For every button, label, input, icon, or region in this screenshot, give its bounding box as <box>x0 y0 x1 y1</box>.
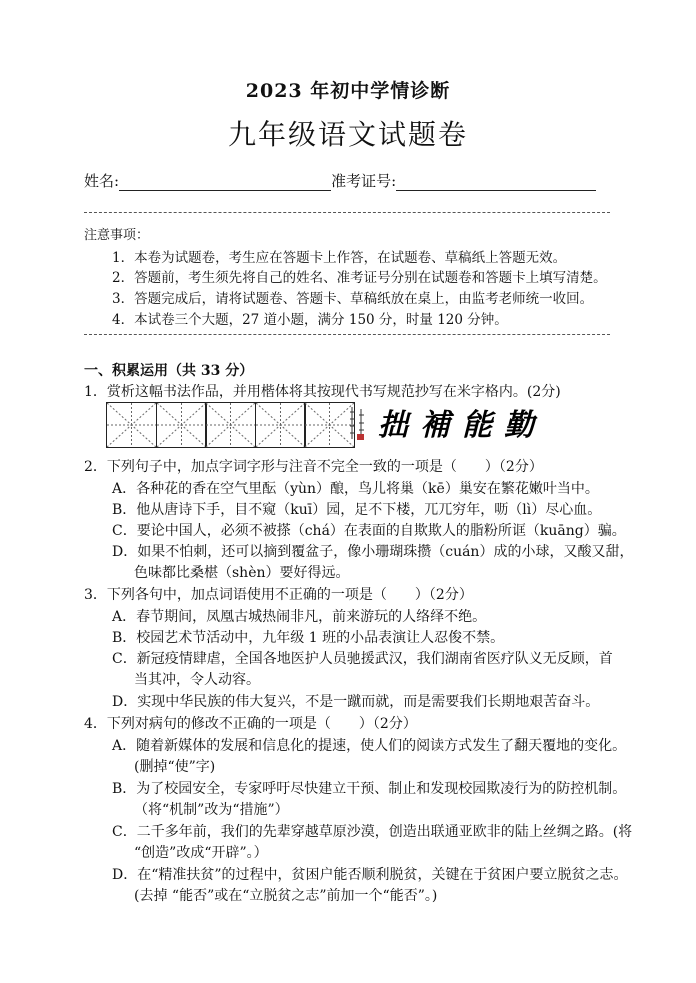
question-1-stem: 1．赏析这幅书法作品，并用楷体将其按现代书写规范抄写在米字格内。(2分) <box>84 384 561 400</box>
calligraphy-artwork: 拙補能勤 <box>378 408 546 443</box>
question-3-option-c-continued: 当其冲，令人动容。 <box>134 672 260 688</box>
ticket-label: 准考证号: <box>331 172 397 190</box>
question-4-option-a-note: (删掉“使”字) <box>134 759 216 775</box>
mi-grid-cell[interactable] <box>106 402 157 448</box>
mi-grid-lines-icon <box>206 403 255 447</box>
divider-top <box>84 212 610 213</box>
question-3-option-b[interactable]: B．校园艺术节活动中，九年级 1 班的小品表演让人忍俊不禁。 <box>112 630 505 646</box>
notice-item: 3．答题完成后，请将试题卷、答题卡、草稿纸放在桌上，由监考老师统一收回。 <box>112 291 594 307</box>
question-4-option-b[interactable]: B．为了校园安全，专家呼吁尽快建立干预、制止和发现校园欺凌行为的防控机制。 <box>112 781 627 797</box>
paper-title: 九年级语文试题卷 <box>227 118 468 151</box>
mi-grid-lines-icon <box>107 403 156 447</box>
question-2-option-d-continued: 色味都比桑椹（shèn）要好得远。 <box>134 565 350 581</box>
mi-grid-lines-icon <box>157 403 206 447</box>
notice-item: 1．本卷为试题卷，考生应在答题卡上作答，在试题卷、草稿纸上答题无效。 <box>112 250 567 266</box>
mi-grid-lines-icon <box>256 403 305 447</box>
mi-grid-cell[interactable] <box>156 402 207 448</box>
seal-inscription-icon <box>348 404 372 442</box>
notice-item: 2．答题前，考生须先将自己的姓名、准考证号分别在试题卷和答题卡上填写清楚。 <box>112 270 607 286</box>
mi-grid-cell[interactable] <box>205 402 256 448</box>
mi-grid[interactable] <box>106 402 354 448</box>
question-2-option-b[interactable]: B．他从唐诗下手，目不窥（kuī）园，足不下楼，兀兀穷年，呖（lì）尽心血。 <box>112 502 602 518</box>
notice-heading: 注意事项： <box>84 228 150 243</box>
exam-title: 2023 年初中学情诊断 <box>245 80 451 102</box>
mi-grid-cell[interactable] <box>255 402 306 448</box>
name-label: 姓名: <box>84 172 120 190</box>
question-2-option-a[interactable]: A．各种花的香在空气里酝（yùn）酿，鸟儿将巢（kē）巢安在繁花嫩叶当中。 <box>112 481 599 497</box>
question-4-option-a[interactable]: A．随着新媒体的发展和信息化的提速，使人们的阅读方式发生了翻天覆地的变化。 <box>112 738 627 754</box>
question-4-option-d-note: (去掉 “能否”或在“立脱贫之志”前加一个“能否”。) <box>134 888 438 904</box>
section-1-title: 一、积累运用（共 33 分） <box>84 363 254 379</box>
notice-item: 4．本试卷三个大题，27 道小题，满分 150 分，时量 120 分钟。 <box>112 312 508 328</box>
candidate-info-row <box>84 170 596 191</box>
name-blank[interactable] <box>119 174 331 191</box>
question-3-option-a[interactable]: A．春节期间，凤凰古城热闹非凡，前来游玩的人络绎不绝。 <box>112 609 487 625</box>
question-3-stem: 3．下列各句中，加点词语使用不正确的一项是（ ）（2分） <box>84 587 473 603</box>
question-2-option-c[interactable]: C．要论中国人，必须不被搽（chá）在表面的自欺欺人的脂粉所诓（kuāng）骗。 <box>112 523 626 539</box>
question-4-option-b-note: （将“机制”改为“措施”） <box>134 802 289 818</box>
question-2-option-d[interactable]: D．如果不怕刺，还可以摘到覆盆子，像小珊瑚珠攒（cuán）成的小球，又酸又甜， <box>112 544 634 560</box>
question-3-option-c[interactable]: C．新冠疫情肆虐，全国各地医护人员驰援武汉，我们湖南省医疗队义无反顾，首 <box>112 651 613 667</box>
question-3-option-d[interactable]: D．实现中华民族的伟大复兴，不是一蹴而就，而是需要我们长期地艰苦奋斗。 <box>112 694 600 710</box>
question-4-stem: 4．下列对病句的修改不正确的一项是（ ）（2分） <box>84 716 417 732</box>
mi-grid-lines-icon <box>305 403 354 447</box>
question-4-option-c[interactable]: C．二千多年前，我们的先辈穿越草原沙漠，创造出联通亚欧非的陆上丝绸之路。(将 <box>112 824 633 840</box>
question-4-option-d[interactable]: D．在“精准扶贫”的过程中，贫困户能否顺利脱贫，关键在于贫困户要立脱贫之志。 <box>112 867 628 883</box>
divider-bottom <box>84 334 610 335</box>
question-4-option-c-note: “创造”改成“开辟”。） <box>134 845 268 861</box>
question-2-stem: 2．下列句子中，加点字词字形与注音不完全一致的一项是（ ）（2分） <box>84 459 543 475</box>
ticket-number-blank[interactable] <box>396 174 596 191</box>
